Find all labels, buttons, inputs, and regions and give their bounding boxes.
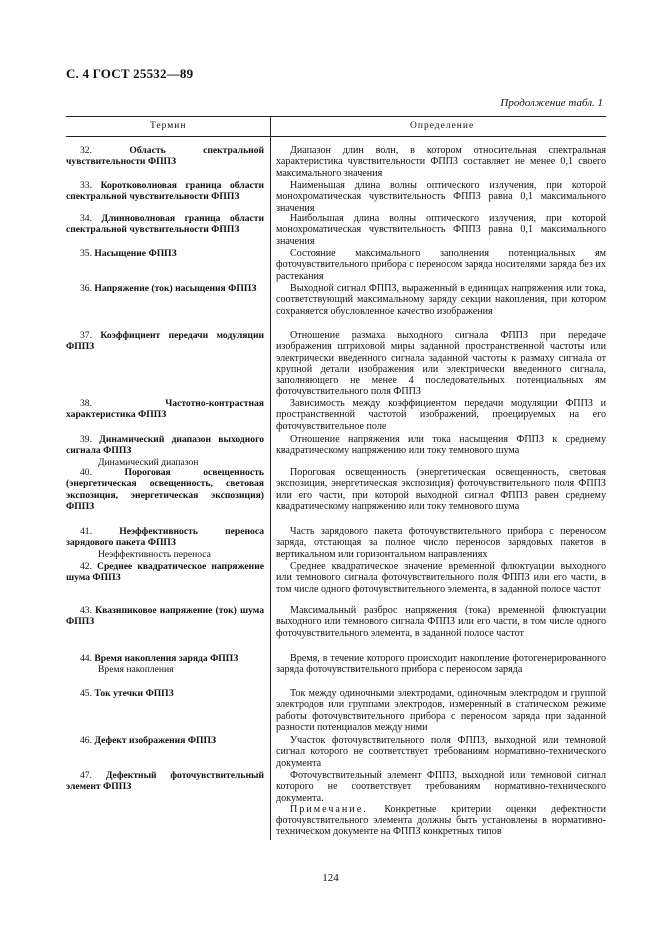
term-cell xyxy=(66,561,264,584)
definition-cell xyxy=(276,248,606,282)
term-name: Ток утечки ФППЗ xyxy=(94,688,174,699)
definition-cell xyxy=(276,561,606,595)
definition-text: Наибольшая длина волны оптического излучения, при которой монохроматическая чувствительность ФППЗ равна 0,1 максимального значения xyxy=(276,213,606,247)
definition-text: Зависимость между коэффициентом передачи модуляции ФППЗ и пространственной частотой изображений, проецируемых на его фоточувствительное поле xyxy=(276,398,606,432)
term-cell xyxy=(66,735,264,746)
term-cell xyxy=(66,653,264,676)
definition-cell xyxy=(276,467,606,512)
term-cell xyxy=(66,605,264,628)
term-cell xyxy=(66,526,264,560)
term-name: Динамический диапазон выходного сигнала ФППЗ xyxy=(66,434,265,457)
term-number: 32. xyxy=(80,145,130,156)
column-header-term: Термин xyxy=(150,121,187,131)
term-number: 45. xyxy=(80,688,95,699)
definition-cell xyxy=(276,434,606,457)
table-continuation: Продолжение табл. 1 xyxy=(500,97,603,109)
term-number: 43. xyxy=(80,605,96,616)
term-number: 37. xyxy=(80,330,101,341)
term-name: Неэффективность переноса зарядового пакета ФППЗ xyxy=(66,526,265,549)
term-number: 42. xyxy=(80,561,98,572)
definition-text: Выходной сигнал ФППЗ, выраженный в единицах напряжения или тока, соответствующий максимальному заряду секции накопления, при котором сохраняется обусловленное качество изображения xyxy=(276,283,606,317)
term-name: Насыщение ФППЗ xyxy=(94,248,177,259)
definition-cell xyxy=(276,330,606,398)
definition-cell xyxy=(276,605,606,639)
document-header: С. 4 ГОСТ 25532—89 xyxy=(66,66,194,81)
term-name: Пороговая освещенность (энергетическая освещенность, световая экспозиция, энергетическая экспозиция) ФППЗ xyxy=(66,467,264,512)
term-alias: Неэффективность переноса xyxy=(98,548,211,560)
definition-text: Среднее квадратическое значение временной флюктуации выходного или темнового сигнала фоточувствительного поля ФППЗ или его части, в том числе одного фоточувствительного элемента, в заданной полосе частот xyxy=(276,561,606,595)
definition-text: Ток между одиночными электродами, одиночным электродом и группой электродов или группами электродов, измеренный в статическом режиме работы фоточувствительного прибора с переносом заряда при заданной разности потенциалов между ними xyxy=(276,688,606,733)
definition-cell xyxy=(276,180,606,214)
definition-text: Наименьшая длина волны оптического излучения, при которой монохроматическая чувствительность ФППЗ равна 0,1 максимального значения xyxy=(276,180,606,214)
term-number: 36. xyxy=(80,283,95,294)
term-cell xyxy=(66,398,264,421)
term-name: Среднее квадратическое напряжение шума ФППЗ xyxy=(66,561,264,584)
page-number: 124 xyxy=(322,872,339,884)
term-name: Дефектный фоточувствительный элемент ФППЗ xyxy=(66,770,264,793)
term-number: 47. xyxy=(80,770,106,781)
table-top-rule xyxy=(66,116,606,117)
term-number: 38. xyxy=(80,398,166,409)
definition-cell xyxy=(276,398,606,432)
definition-cell xyxy=(276,653,606,676)
term-name: Длинноволновая граница области спектральной чувствительности ФППЗ xyxy=(66,213,264,236)
term-cell xyxy=(66,770,264,793)
definition-text: Состояние максимального заполнения потенциальных ям фоточувствительного прибора с переносом заряда носителями заряда без их растекания xyxy=(276,248,606,282)
definition-cell xyxy=(276,770,606,838)
definition-cell xyxy=(276,735,606,769)
term-name: Дефект изображения ФППЗ xyxy=(94,735,217,746)
column-divider xyxy=(270,116,271,840)
term-number: 39. xyxy=(80,434,100,445)
term-number: 33. xyxy=(80,180,101,191)
term-name: Время накопления заряда ФППЗ xyxy=(94,653,239,664)
definition-cell xyxy=(276,145,606,179)
term-alias: Динамический диапазон xyxy=(98,456,199,468)
term-number: 41. xyxy=(80,526,120,537)
term-cell xyxy=(66,248,264,259)
definition-text: Участок фоточувствительного поля ФППЗ, выходной или темновой сигнал которого не соответствует требованиям нормативно-технического документа xyxy=(276,735,606,769)
definition-cell xyxy=(276,283,606,317)
term-name: Область спектральной чувствительности ФППЗ xyxy=(66,145,264,168)
term-number: 46. xyxy=(80,735,95,746)
term-cell xyxy=(66,145,264,168)
term-name: Квазипиковое напряжение (ток) шума ФППЗ xyxy=(66,605,265,628)
term-number: 35. xyxy=(80,248,95,259)
term-name: Коротковолновая граница области спектральной чувствительности ФППЗ xyxy=(66,180,265,203)
definition-cell xyxy=(276,213,606,247)
term-name: Коэффициент передачи модуляции ФППЗ xyxy=(66,330,265,353)
term-name: Частотно-контрастная характеристика ФППЗ xyxy=(66,398,264,421)
term-cell xyxy=(66,330,264,353)
term-cell xyxy=(66,434,264,468)
term-cell xyxy=(66,180,264,203)
definition-text: Отношение напряжения или тока насыщения ФППЗ к среднему квадратическому напряжению или току темнового шума xyxy=(276,434,606,457)
term-cell xyxy=(66,283,264,294)
definition-text: Максимальный разброс напряжения (тока) временной флюктуации выходного или темнового сигнала ФППЗ или его части, в том числе одного фоточувствительного элемента, в заданной полосе частот xyxy=(276,605,606,639)
column-header-definition: Определение xyxy=(410,121,475,131)
definition-text: Время, в течение которого происходит накопление фотогенерированного заряда фоточувствительного прибора с переносом заряда xyxy=(276,653,606,676)
note xyxy=(276,804,606,838)
term-number: 34. xyxy=(80,213,102,224)
definition-text: Отношение размаха выходного сигнала ФППЗ при передаче изображения штриховой миры заданной пространственной частоты или электрически введенного сигнала заданной частоты к размаху сигнала от крупной детали изображения или электрически введенного сигнала, заполняющего не менее 4 последовательных потенциальных ям фоточувствительного поля ФППЗ xyxy=(276,330,606,398)
term-number: 44. xyxy=(80,653,95,664)
term-cell xyxy=(66,467,264,512)
definition-cell xyxy=(276,526,606,560)
term-cell xyxy=(66,688,264,699)
definition-cell xyxy=(276,688,606,733)
definition-text: Часть зарядового пакета фоточувствительного прибора с переносом заряда, отстающая за полное число переносов зарядовых пакетов в вертикальном или горизонтальном направлениях xyxy=(276,526,606,560)
term-cell xyxy=(66,213,264,236)
note-label: Примечание. xyxy=(290,803,385,815)
term-number: 40. xyxy=(80,467,125,478)
definition-text: Пороговая освещенность (энергетическая освещенность, световая экспозиция, энергетическая экспозиция) фоточувствительного поля ФППЗ или его части, при которой выходной сигнал ФППЗ равен среднему квадратическому напряжению или току темнового шума xyxy=(276,467,606,512)
term-alias: Время накопления xyxy=(98,664,174,676)
header-rule xyxy=(66,136,606,137)
definition-text: Диапазон длин волн, в котором относительная спектральная характеристика чувствительности ФППЗ составляет не менее 0,1 своего максимального значения xyxy=(276,145,606,179)
definition-text: Фоточувствительный элемент ФППЗ, выходной или темновой сигнал которого не соответствует требованиям нормативно-технического документа. xyxy=(276,770,606,804)
note-text: Конкретные критерии оценки дефектности фоточувствительного элемента должны быть установлены в нормативно-техническом документе на ФППЗ конкретных типов xyxy=(276,803,606,838)
term-name: Напряжение (ток) насыщения ФППЗ xyxy=(94,283,257,294)
